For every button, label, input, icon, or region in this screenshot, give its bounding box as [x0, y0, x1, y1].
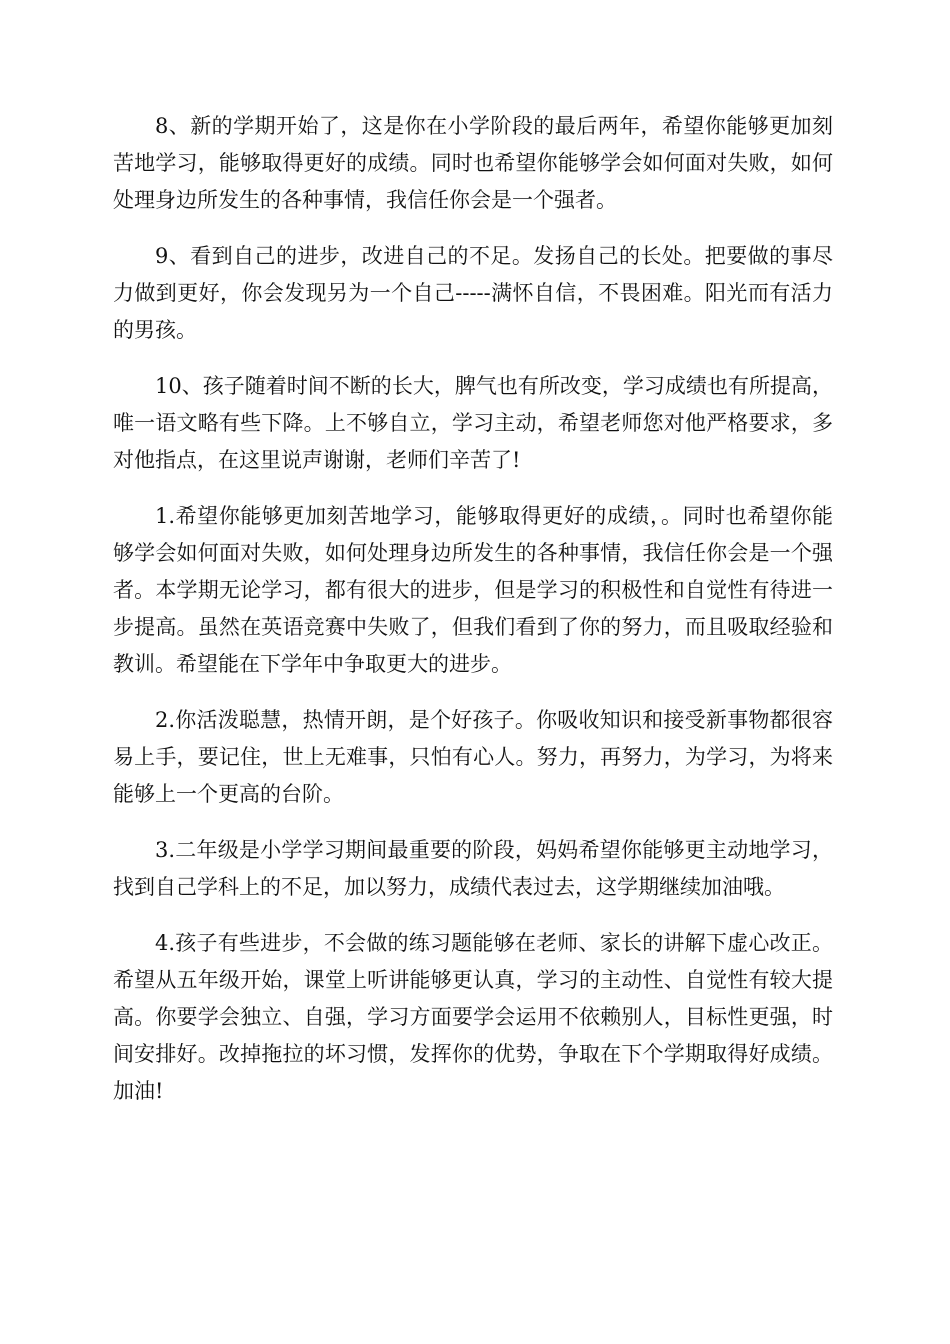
paragraph-8: 8、新的学期开始了，这是你在小学阶段的最后两年，希望你能够更加刻苦地学习，能够取得更好的成绩。同时也希望你能够学会如何面对失败，如何处理身边所发生的各种事情，我信任你会是一个强者。: [113, 114, 833, 212]
paragraph-4: 4.孩子有些进步，不会做的练习题能够在老师、家长的讲解下虚心改正。希望从五年级开始，课堂上听讲能够更认真，学习的主动性、自觉性有较大提高。你要学会独立、自强，学习方面要学会运用不依赖别人，目标性更强，时间安排好。改掉拖拉的坏习惯，发挥你的优势，争取在下个学期取得好成绩。加油!: [113, 931, 833, 1103]
paragraph-3: 3.二年级是小学学习期间最重要的阶段，妈妈希望你能够更主动地学习，找到自己学科上的不足，加以努力，成绩代表过去，这学期继续加油哦。: [113, 838, 833, 899]
document-body: [113, 108, 833, 1129]
paragraph-10: 10、孩子随着时间不断的长大，脾气也有所改变，学习成绩也有所提高，唯一语文略有些下降。上不够自立，学习主动，希望老师您对他严格要求，多对他指点，在这里说声谢谢，老师们辛苦了!: [113, 374, 833, 472]
paragraph-2: 2.你活泼聪慧，热情开朗，是个好孩子。你吸收知识和接受新事物都很容易上手，要记住，世上无难事，只怕有心人。努力，再努力，为学习，为将来能够上一个更高的台阶。: [113, 708, 833, 806]
paragraph-9: 9、看到自己的进步，改进自己的不足。发扬自己的长处。把要做的事尽力做到更好，你会发现另为一个自己-----满怀自信，不畏困难。阳光而有活力的男孩。: [113, 244, 833, 342]
paragraph-1: 1.希望你能够更加刻苦地学习，能够取得更好的成绩，。同时也希望你能够学会如何面对失败，如何处理身边所发生的各种事情，我信任你会是一个强者。本学期无论学习，都有很大的进步，但是学习的积极性和自觉性有待进一步提高。虽然在英语竞赛中失败了，但我们看到了你的努力，而且吸取经验和教训。希望能在下学年中争取更大的进步。: [113, 504, 833, 676]
